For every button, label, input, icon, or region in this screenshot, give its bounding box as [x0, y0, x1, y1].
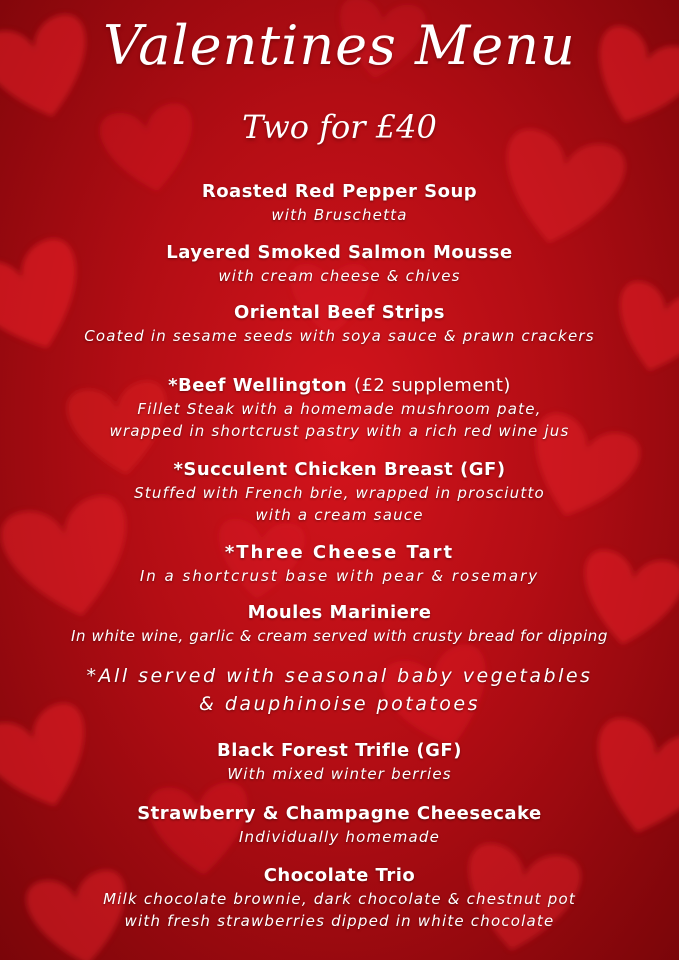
supplement-note: (£2 supplement) [353, 375, 511, 396]
menu-item-starter-1 [0, 180, 679, 226]
dish-name: Layered Smoked Salmon Mousse [166, 242, 513, 263]
menu-item-dessert-3 [0, 864, 679, 932]
menu-item-main-1 [0, 374, 679, 442]
sides-note-line-1: *All served with seasonal baby vegetables [86, 665, 593, 687]
dish-description-line-2: with a cream sauce [255, 506, 424, 524]
menu-item-dessert-1 [0, 739, 679, 785]
sides-note [0, 662, 679, 718]
dish-description: In a shortcrust base with pear & rosemary [139, 567, 540, 585]
dish-description: Stuffed with French brie, wrapped in prosciutto [134, 484, 545, 502]
dish-name [0, 374, 679, 398]
dish-name: Roasted Red Pepper Soup [201, 181, 478, 202]
menu-item-starter-3 [0, 301, 679, 347]
dish-description: Coated in sesame seeds with soya sauce & prawn crackers [84, 327, 595, 345]
dish-description: With mixed winter berries [227, 765, 452, 783]
dish-name: *Three Cheese Tart [224, 542, 455, 563]
menu-title: Valentines Menu [103, 14, 576, 77]
dish-description: Fillet Steak with a homemade mushroom pate, [137, 400, 542, 418]
dish-title: *Beef Wellington [168, 375, 348, 396]
dish-name: Black Forest Trifle (GF) [217, 740, 462, 761]
dish-name: *Succulent Chicken Breast (GF) [173, 459, 506, 480]
menu-item-dessert-2 [0, 802, 679, 848]
menu-subtitle: Two for £40 [242, 108, 437, 146]
dish-description-line-2: wrapped in shortcrust pastry with a rich red wine jus [109, 422, 570, 440]
menu-item-main-4 [0, 601, 679, 647]
dish-name: Strawberry & Champagne Cheesecake [137, 803, 542, 824]
dish-description: Milk chocolate brownie, dark chocolate & chestnut pot [103, 890, 576, 908]
dish-description-line-2: with fresh strawberries dipped in white chocolate [124, 912, 555, 930]
menu-item-main-2 [0, 458, 679, 526]
dish-name: Oriental Beef Strips [233, 302, 445, 323]
sides-note-line-2: & dauphinoise potatoes [199, 693, 480, 715]
dish-description: with Bruschetta [271, 206, 408, 224]
dish-name: Chocolate Trio [263, 865, 416, 886]
dish-description: Individually homemade [238, 828, 441, 846]
dish-description: In white wine, garlic & cream served with crusty bread for dipping [71, 627, 608, 645]
menu-item-main-3 [0, 541, 679, 587]
dish-name: Moules Mariniere [247, 602, 432, 623]
menu-item-starter-2 [0, 241, 679, 287]
dish-description: with cream cheese & chives [218, 267, 461, 285]
